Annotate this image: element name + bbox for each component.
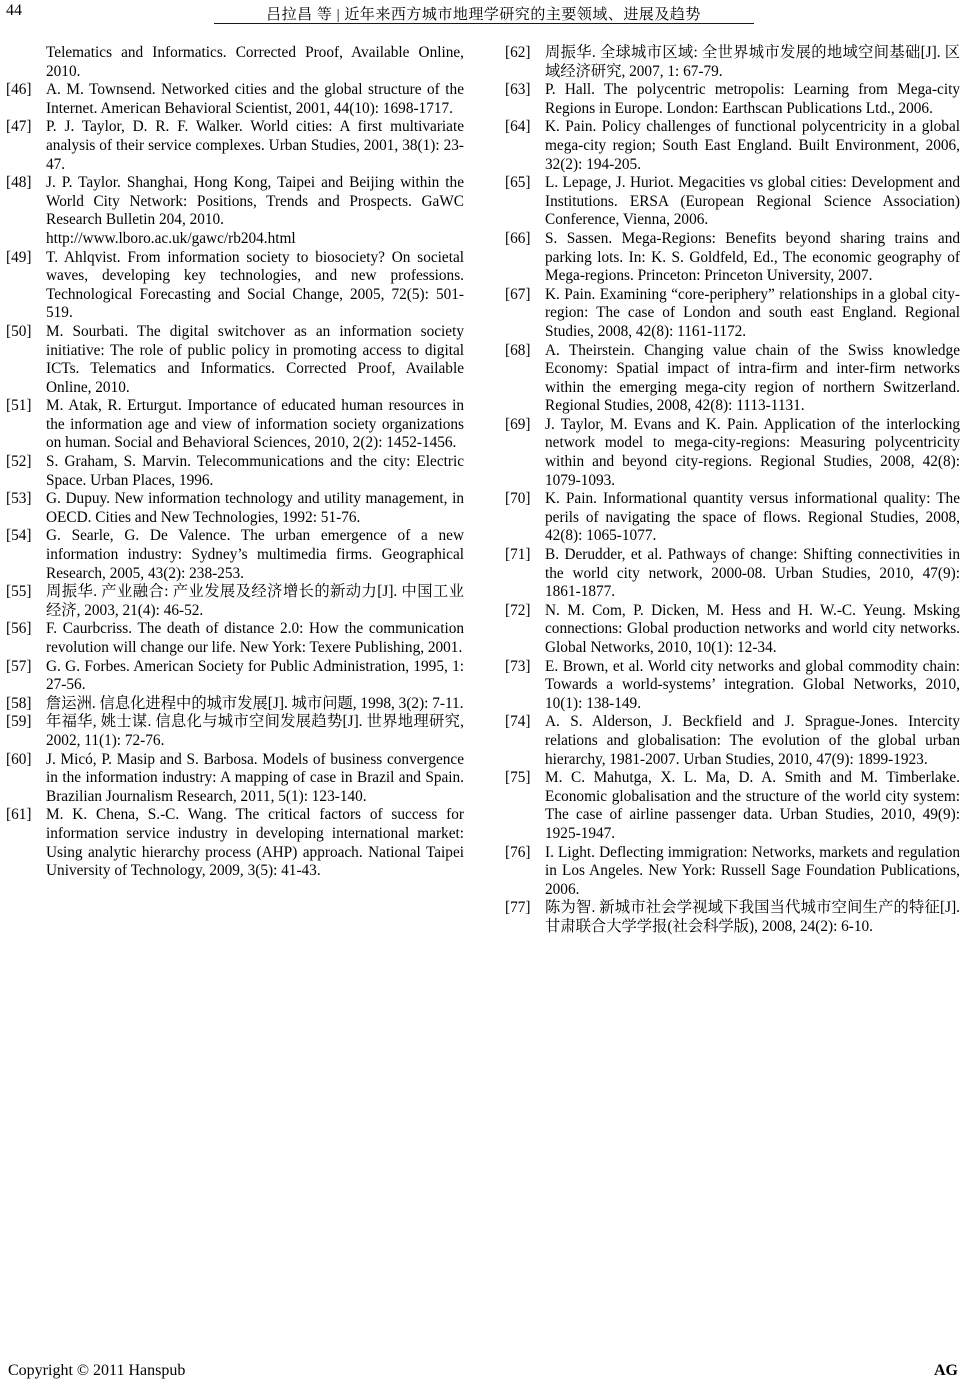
- reference-item-46: [6, 81, 464, 118]
- reference-text: G. G. Forbes. American Society for Public Administration, 1995, 1: 27-56.: [46, 657, 464, 694]
- reference-item-57: [6, 658, 464, 695]
- reference-text: S. Sassen. Mega-Regions: Benefits beyond sharing trains and parking lots. In: K. S. Goldfeld, Ed., The economic geography of Mega-regions. Princeton: Princeton University, 2007.: [545, 229, 960, 285]
- reference-label: [69]: [505, 415, 531, 433]
- reference-item-71: [505, 546, 960, 602]
- reference-text: F. Caurbcriss. The death of distance 2.0: How the communication revolution will change our life. New York: Texere Publishing, 2001.: [46, 620, 464, 656]
- reference-label: [71]: [505, 546, 531, 564]
- page-header: [0, 0, 967, 30]
- reference-text: Telematics and Informatics. Corrected Proof, Available Online, 2010.: [46, 44, 464, 80]
- reference-item-72: [505, 602, 960, 658]
- reference-item-74: [505, 713, 960, 769]
- reference-text: M. Atak, R. Erturgut. Importance of educated human resources in the information age and view of information society organizations on human. Social and Behavioral Sciences, 2010, 2(2): 1452-1456.: [46, 397, 464, 452]
- reference-item-45-continuation: [6, 44, 464, 81]
- reference-text: J. Micó, P. Masip and S. Barbosa. Models of business convergence in the information industry: A mapping of case in Brazil and Spain. Brazilian Journalism Research, 2011, 5(1): 123-140.: [46, 750, 464, 805]
- reference-item-62: [505, 44, 960, 81]
- reference-label: [77]: [505, 899, 531, 917]
- reference-label: [6, 44, 46, 81]
- reference-label: [47]: [6, 118, 32, 136]
- reference-label: [74]: [505, 713, 531, 731]
- reference-label: [75]: [505, 769, 531, 787]
- reference-column-left: [6, 44, 464, 937]
- reference-text: M. Sourbati. The digital switchover as an information society initiative: The role of public policy in promoting access to digital ICTs. Telematics and Informatics. Corrected Proof, Available Online, 2010.: [46, 322, 464, 396]
- reference-item-76: [505, 844, 960, 900]
- reference-label: [52]: [6, 453, 32, 471]
- reference-item-75: [505, 769, 960, 843]
- reference-text: S. Graham, S. Marvin. Telecommunications and the city: Electric Space. Urban Places, 1996.: [46, 453, 464, 489]
- reference-item-64: [505, 118, 960, 174]
- reference-text: E. Brown, et al. World city networks and global commodity chain: Towards a world-systems’ integration. Global Networks, 2010, 10(1): 138-149.: [545, 657, 960, 712]
- reference-item-55: [6, 583, 464, 620]
- reference-label: [46]: [6, 81, 32, 99]
- running-head-title: 吕拉昌 等 | 近年来西方城市地理学研究的主要领域、进展及趋势: [266, 7, 701, 23]
- page-footer: [8, 1362, 958, 1380]
- reference-item-59: [6, 713, 464, 750]
- reference-item-73: [505, 658, 960, 714]
- reference-text: 周振华. 全球城市区域: 全世界城市发展的地域空间基础[J]. 区域经济研究, 2007, 1: 67-79.: [545, 44, 960, 80]
- reference-label: [72]: [505, 601, 531, 619]
- reference-label: [66]: [505, 229, 531, 247]
- reference-item-51: [6, 397, 464, 453]
- reference-label: [70]: [505, 490, 531, 508]
- reference-item-48: [6, 174, 464, 248]
- reference-text: I. Light. Deflecting immigration: Networks, markets and regulation in Los Angeles. New York: Russell Sage Foundation Publications, 2006.: [545, 843, 960, 898]
- header-rule: [214, 23, 754, 24]
- reference-label: [60]: [6, 750, 32, 768]
- reference-text: L. Lepage, J. Huriot. Megacities vs global cities: Development and Institutions. ERSA (European Regional Science Association) Conference, Vienna, 2006.: [545, 174, 960, 229]
- reference-text: G. Dupuy. New information technology and utility management, in OECD. Cities and New Technologies, 1992: 51-76.: [46, 490, 464, 526]
- reference-item-54: [6, 527, 464, 583]
- publisher-mark: AG: [934, 1362, 958, 1379]
- reference-item-56: [6, 620, 464, 657]
- reference-text: T. Ahlqvist. From information society to biosociety? On societal waves, developing key technologies, and new professions. Technological Forecasting and Social Change, 2005, 72(5): 501-519.: [46, 248, 464, 322]
- reference-item-61: [6, 806, 464, 880]
- reference-label: [67]: [505, 285, 531, 303]
- reference-label: [65]: [505, 174, 531, 192]
- reference-label: [53]: [6, 490, 32, 508]
- reference-text: A. M. Townsend. Networked cities and the global structure of the Internet. American Behavioral Scientist, 2001, 44(10): 1698-1717.: [46, 81, 464, 117]
- reference-text: N. M. Com, P. Dicken, M. Hess and H. W.-C. Yeung. Msking connections: Global production networks and world city networks. Global Networks, 2010, 10(1): 12-34.: [545, 601, 960, 656]
- reference-label: [54]: [6, 527, 32, 545]
- reference-item-69: [505, 416, 960, 490]
- page-number: 44: [6, 2, 22, 19]
- reference-label: [62]: [505, 44, 531, 61]
- reference-item-60: [6, 751, 464, 807]
- reference-item-67: [505, 286, 960, 342]
- reference-text: J. Taylor, M. Evans and K. Pain. Application of the interlocking network model to mega-city-regions: Measuring polycentricity within and beyond city-regions. Regional Studies, 2008, 42(8): 1079-1093.: [545, 415, 960, 489]
- reference-text: G. Searle, G. De Valence. The urban emergence of a new information industry: Sydney’s multimedia firms. Geographical Research, 2005, 43(2): 238-253.: [46, 527, 464, 582]
- reference-text: 周振华. 产业融合: 产业发展及经济增长的新动力[J]. 中国工业经济, 2003, 21(4): 46-52.: [46, 583, 464, 619]
- reference-text: K. Pain. Policy challenges of functional polycentricity in a global mega-city region; South East England. Built Environment, 2006, 32(2): 194-205.: [545, 118, 960, 173]
- reference-text: 陈为智. 新城市社会学视域下我国当代城市空间生产的特征[J]. 甘肃联合大学学报(社会科学版), 2008, 24(2): 6-10.: [545, 899, 960, 935]
- reference-label: [64]: [505, 118, 531, 136]
- copyright-text: Copyright © 2011 Hanspub: [8, 1362, 186, 1379]
- reference-label: [51]: [6, 397, 32, 415]
- reference-text: B. Derudder, et al. Pathways of change: Shifting connectivities in the world city network, 2000-08. Urban Studies, 2010, 47(9): 1861-1877.: [545, 546, 960, 601]
- reference-item-52: [6, 453, 464, 490]
- reference-item-47: [6, 118, 464, 174]
- reference-label: [49]: [6, 248, 32, 266]
- reference-item-65: [505, 174, 960, 230]
- reference-item-49: [6, 249, 464, 323]
- reference-label: [48]: [6, 174, 32, 192]
- reference-label: [59]: [6, 713, 32, 731]
- reference-item-70: [505, 490, 960, 546]
- reference-text: M. K. Chena, S.-C. Wang. The critical factors of success for information service industry in developing international market: Using analytic hierarchy process (AHP) approach. National Taipei University of Technology, 2009, 3(5): 41-43.: [46, 806, 464, 880]
- reference-text: P. Hall. The polycentric metropolis: Learning from Mega-city Regions in Europe. London: Earthscan Publications Ltd., 2006.: [545, 81, 960, 117]
- reference-columns: [6, 44, 960, 937]
- reference-text: P. J. Taylor, D. R. F. Walker. World cities: A first multivariate analysis of their service complexes. Urban Studies, 2001, 38(1): 23-47.: [46, 118, 464, 173]
- reference-text: 年福华, 姚士谋. 信息化与城市空间发展趋势[J]. 世界地理研究, 2002, 11(1): 72-76.: [46, 713, 464, 749]
- reference-label: [63]: [505, 81, 531, 99]
- reference-label: [58]: [6, 694, 32, 712]
- reference-text: M. C. Mahutga, X. L. Ma, D. A. Smith and M. Timberlake. Economic globalisation and the structure of the world city system: The case of airline passenger data. Urban Studies, 2010, 49(9): 1925-1947.: [545, 769, 960, 842]
- reference-item-53: [6, 490, 464, 527]
- reference-column-right: [505, 44, 960, 937]
- reference-body: [46, 174, 464, 248]
- reference-text: J. P. Taylor. Shanghai, Hong Kong, Taipei and Beijing within the World City Network: Positions, Trends and Prospects. GaWC Research Bulletin 204, 2010.: [46, 174, 464, 229]
- reference-label: [73]: [505, 657, 531, 675]
- reference-label: [57]: [6, 657, 32, 675]
- reference-item-50: [6, 323, 464, 397]
- reference-label: [76]: [505, 843, 531, 861]
- reference-item-77: [505, 899, 960, 936]
- reference-item-63: [505, 81, 960, 118]
- reference-item-58: [6, 695, 464, 714]
- reference-label: [61]: [6, 806, 32, 824]
- reference-label: [50]: [6, 322, 32, 340]
- reference-text: A. S. Alderson, J. Beckfield and J. Sprague-Jones. Intercity relations and globalisation: The evolution of the global urban hierarchy, 1981-2007. Urban Studies, 2010, 47(9): 1899-1923.: [545, 713, 960, 768]
- reference-text: K. Pain. Informational quantity versus informational quality: The perils of navigating the space of flows. Regional Studies, 2008, 42(8): 1065-1077.: [545, 490, 960, 545]
- reference-label: [56]: [6, 620, 32, 638]
- reference-url: http://www.lboro.ac.uk/gawc/rb204.html: [46, 229, 296, 247]
- reference-item-68: [505, 342, 960, 416]
- reference-text: A. Theirstein. Changing value chain of the Swiss knowledge Economy: Spatial impact of intra-firm and inter-firm networks within the emerging mega-city region of northern Switzerland. Regional Studies, 2008, 42(8): 1113-1131.: [545, 341, 960, 415]
- reference-item-66: [505, 230, 960, 286]
- reference-label: [55]: [6, 583, 32, 601]
- reference-text: K. Pain. Examining “core-periphery” relationships in a global city-region: The case of London and south east England. Regional Studies, 2008, 42(8): 1161-1172.: [545, 285, 960, 340]
- reference-text: 詹运洲. 信息化进程中的城市发展[J]. 城市问题, 1998, 3(2): 7-11.: [46, 694, 464, 712]
- reference-label: [68]: [505, 341, 531, 359]
